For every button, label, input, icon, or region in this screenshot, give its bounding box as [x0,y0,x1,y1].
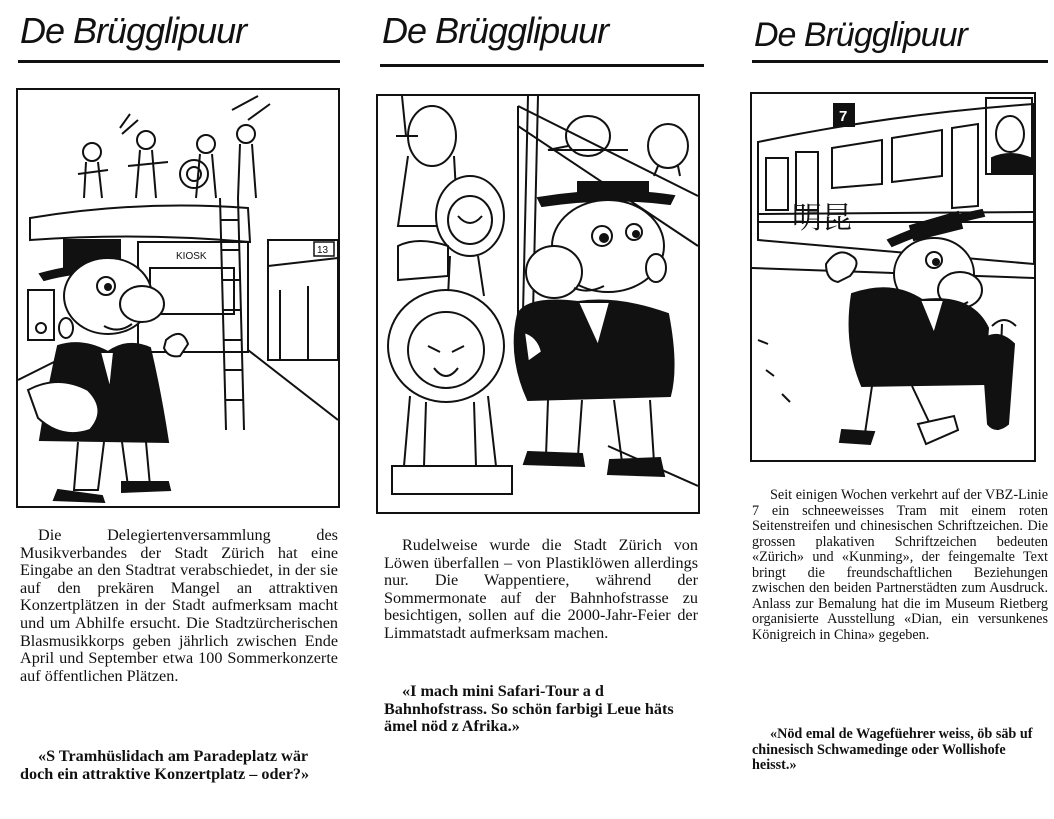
masthead-title: De Brügglipuur [754,16,967,54]
masthead-rule [18,60,340,63]
cartoon-drawing [378,96,698,512]
cartoon-quote: «S Tramhüslidach am Paradeplatz wär doch ein attraktive Konzertplatz – oder?» [20,747,310,783]
article-body: Seit einigen Wochen verkehrt auf der VBZ-Linie 7 ein schneeweisses Tram mit einem roten Seitenstreifen und chinesischen Schriftzeichen. Die grossen plakativen Schriftzeichen bedeuten «Zürich» und «Kunming», der feingemalte Text bringt die freundschaftlichen Beziehungen zwischen den beiden Partnerstädten zum Ausdruck. Anlass zur Bemalung hat die im Museum Rietberg organisierte Ausstellung «Dian, ein versunkenes Königreich in China» gegeben. [752,487,1048,643]
masthead-title: De Brügglipuur [382,10,609,51]
article-body: Rudelweise wurde die Stadt Zürich von Löwen überfallen – von Plastiklöwen allerdings nur. Die Wappentiere, während der Sommermonate auf der Bahnhofstrasse zu besichtigen, sollen auf die 2000-Jahr-Feier der Limmatstadt aufmerksam machen. [384,536,698,642]
cartoon-panel-band-on-kiosk-roof [16,88,340,508]
masthead-rule [380,64,704,67]
cartoon-panel-tram [750,92,1036,462]
tram-chinese-characters: 明昆 [792,201,852,236]
kiosk-sign: KIOSK [176,251,207,262]
cartoon-drawing [752,94,1034,460]
column-1 [0,0,345,819]
cartoon-quote: «I mach mini Safari-Tour a d Bahnhofstrass. So schön farbigi Leue häts ämel nöd z Afrika.» [384,682,674,736]
masthead-title: De Brügglipuur [20,10,247,51]
column-3 [740,0,1054,819]
cartoon-drawing [18,90,338,506]
column-2 [370,0,705,819]
tram-stop-number: 13 [317,245,329,256]
masthead-rule [752,60,1048,63]
cartoon-panel-lions [376,94,700,514]
tram-line-number: 7 [839,108,848,125]
article-body: Die Delegiertenversammlung des Musikverbandes der Stadt Zürich hat eine Eingabe an den Stadtrat verabschiedet, in der sie auf den prekären Mangel an attraktiven Konzertplätzen in der Stadt aufmerksam macht und um Abhilfe ersucht. Die Stadtzürcherischen Blasmusikkorps geben jährlich zwischen Ende April und September etwa 100 Sommerkonzerte auf öffentlichen Plätzen. [20,526,338,685]
cartoon-quote: «Nöd emal de Wagefüehrer weiss, öb säb uf chinesisch Schwamedinge oder Wollishofe heisst.» [752,726,1033,773]
